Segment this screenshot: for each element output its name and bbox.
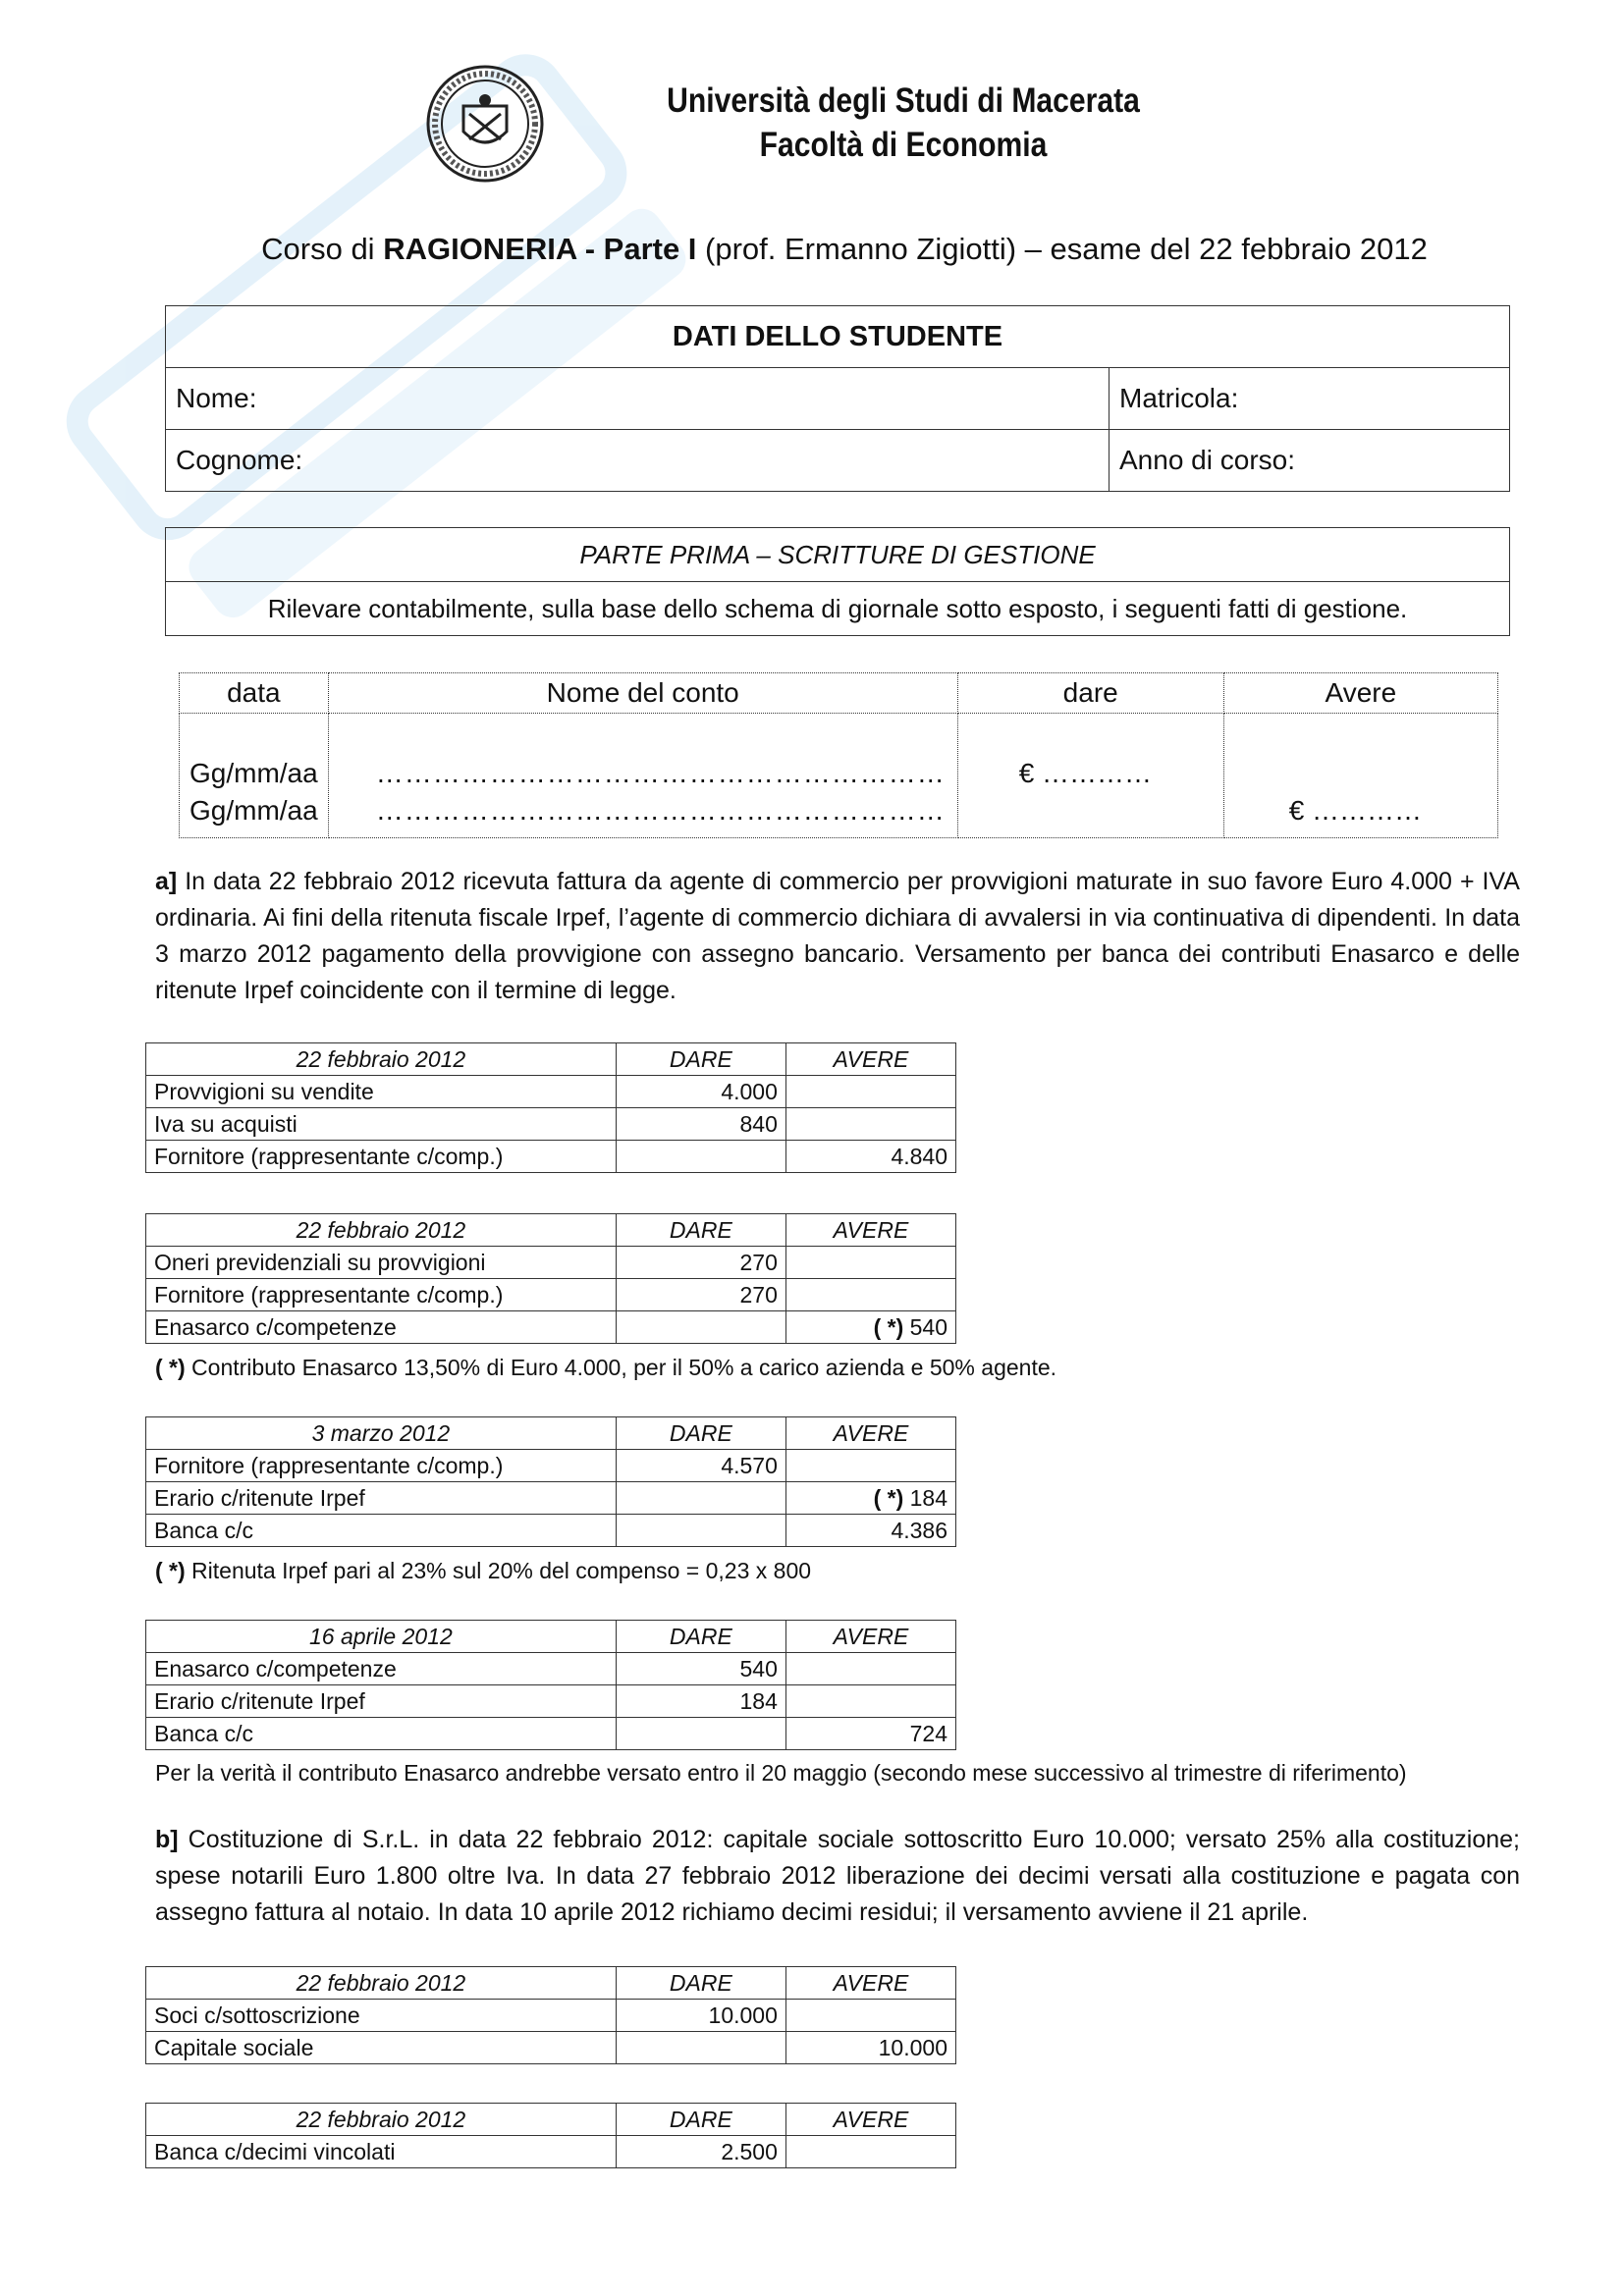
- table-row: [146, 1653, 956, 1685]
- row-dare: [616, 1515, 785, 1547]
- col-dare: DARE: [616, 1967, 785, 2000]
- journal-schema-table: [179, 672, 1498, 838]
- col-avere: AVERE: [785, 1214, 955, 1247]
- table-row: [146, 1685, 956, 1718]
- row-account: Fornitore (rappresentante c/comp.): [146, 1279, 617, 1311]
- row-avere: [785, 1685, 955, 1718]
- row-avere: [785, 2000, 955, 2032]
- col-avere: AVERE: [785, 1417, 955, 1450]
- col-dare: DARE: [616, 1043, 785, 1076]
- row-dare: [616, 1311, 785, 1344]
- footnote-text: Ritenuta Irpef pari al 23% sul 20% del compenso = 0,23 x 800: [185, 1558, 812, 1583]
- row-avere: [785, 1311, 955, 1344]
- surname-field[interactable]: Cognome:: [166, 430, 1110, 492]
- journal-entry-b2: [145, 2103, 956, 2168]
- exercise-a-text: [155, 864, 1520, 1009]
- journal-entry-a1: [145, 1042, 956, 1173]
- row-avere: 724: [785, 1718, 955, 1750]
- row-dare: [616, 2032, 785, 2064]
- schema-dare-value: € …………: [1018, 758, 1153, 788]
- name-field[interactable]: Nome:: [166, 368, 1110, 430]
- row-account: Soci c/sottoscrizione: [146, 2000, 617, 2032]
- table-row: [146, 1076, 956, 1108]
- table-row: [146, 1450, 956, 1482]
- journal-entry-b1: [145, 1966, 956, 2064]
- footnote-a3: [155, 1558, 1530, 1584]
- schema-header-dare: dare: [957, 673, 1223, 714]
- footnote-mark: ( *): [155, 1355, 186, 1380]
- schema-avere-value: € …………: [1288, 795, 1423, 826]
- row-account: Fornitore (rappresentante c/comp.): [146, 1141, 617, 1173]
- entry-date: 22 febbraio 2012: [146, 2104, 617, 2136]
- schema-account-1: ……………………………………………………: [375, 758, 946, 788]
- schema-header-avere: Avere: [1223, 673, 1497, 714]
- row-avere: [785, 2136, 955, 2168]
- table-row: [146, 2000, 956, 2032]
- row-account: Banca c/c: [146, 1718, 617, 1750]
- table-row: [146, 1108, 956, 1141]
- col-avere: AVERE: [785, 1967, 955, 2000]
- parte-prima-instruction: Rilevare contabilmente, sulla base dello schema di giornale sotto esposto, i seguenti fatti di gestione.: [166, 582, 1510, 636]
- col-avere: AVERE: [785, 1621, 955, 1653]
- student-data-title: DATI DELLO STUDENTE: [166, 306, 1510, 368]
- row-avere-value: 184: [903, 1484, 947, 1511]
- footnote-text: Contributo Enasarco 13,50% di Euro 4.000, per il 50% a carico azienda e 50% agente.: [185, 1355, 1057, 1380]
- table-row: [146, 2032, 956, 2064]
- schema-account-2: ……………………………………………………: [375, 795, 946, 826]
- university-seal-icon: [424, 63, 546, 185]
- table-row: [146, 1311, 956, 1344]
- course-suffix: (prof. Ermanno Zigiotti) – esame del 22 febbraio 2012: [696, 232, 1428, 266]
- row-avere: [785, 1076, 955, 1108]
- journal-entry-a3: [145, 1416, 956, 1547]
- row-avere: [785, 1482, 955, 1515]
- row-dare: 270: [616, 1279, 785, 1311]
- exercise-a-body: In data 22 febbraio 2012 ricevuta fattura da agente di commercio per provvigioni maturate in suo favore Euro 4.000 + IVA ordinaria. Ai fini della ritenuta fiscale Irpef, l’agente di commercio dichiara di avvalersi in via continuativa di dipendenti. In data 3 marzo 2012 pagamento della provvigione con assegno bancario. Versamento per banca dei contributi Enasarco e delle ritenute Irpef coincidente con il termine di legge.: [155, 868, 1520, 1004]
- row-avere: 10.000: [785, 2032, 955, 2064]
- row-account: Enasarco c/competenze: [146, 1311, 617, 1344]
- row-avere: [785, 1450, 955, 1482]
- row-dare: [616, 1482, 785, 1515]
- schema-header-data: data: [180, 673, 329, 714]
- row-dare: 2.500: [616, 2136, 785, 2168]
- row-account: Iva su acquisti: [146, 1108, 617, 1141]
- year-field[interactable]: Anno di corso:: [1110, 430, 1510, 492]
- row-account: Fornitore (rappresentante c/comp.): [146, 1450, 617, 1482]
- matricola-field[interactable]: Matricola:: [1110, 368, 1510, 430]
- footnote-mark: ( *): [873, 1313, 904, 1340]
- row-account: Erario c/ritenute Irpef: [146, 1685, 617, 1718]
- course-name: RAGIONERIA - Parte I: [383, 232, 697, 266]
- col-dare: DARE: [616, 2104, 785, 2136]
- parte-prima-box: [165, 527, 1510, 636]
- row-dare: 184: [616, 1685, 785, 1718]
- faculty-name: Facoltà di Economia: [759, 126, 1048, 164]
- journal-entry-a4: [145, 1620, 956, 1750]
- exercise-a-label: a]: [155, 868, 178, 895]
- journal-entry-a2: [145, 1213, 956, 1344]
- footnote-mark: ( *): [155, 1558, 186, 1583]
- row-avere: 4.386: [785, 1515, 955, 1547]
- exercise-b-text: [155, 1822, 1520, 1931]
- row-account: Capitale sociale: [146, 2032, 617, 2064]
- row-account: Erario c/ritenute Irpef: [146, 1482, 617, 1515]
- row-avere: [785, 1653, 955, 1685]
- entry-date: 22 febbraio 2012: [146, 1214, 617, 1247]
- student-data-table: [165, 305, 1510, 492]
- parte-prima-title: PARTE PRIMA – SCRITTURE DI GESTIONE: [166, 528, 1510, 582]
- row-account: Banca c/c: [146, 1515, 617, 1547]
- table-row: [146, 1141, 956, 1173]
- note-a4: Per la verità il contributo Enasarco andrebbe versato entro il 20 maggio (secondo mese successivo al trimestre di riferimento): [155, 1760, 1407, 1786]
- row-account: Provvigioni su vendite: [146, 1076, 617, 1108]
- exercise-b-label: b]: [155, 1826, 179, 1853]
- row-avere: 4.840: [785, 1141, 955, 1173]
- row-dare: 4.570: [616, 1450, 785, 1482]
- row-dare: 540: [616, 1653, 785, 1685]
- university-name: Università degli Studi di Macerata: [667, 81, 1140, 120]
- university-heading: [633, 79, 1173, 167]
- row-dare: [616, 1141, 785, 1173]
- row-account: Banca c/decimi vincolati: [146, 2136, 617, 2168]
- row-avere: [785, 1108, 955, 1141]
- course-prefix: Corso di: [261, 232, 384, 266]
- entry-date: 16 aprile 2012: [146, 1621, 617, 1653]
- col-avere: AVERE: [785, 1043, 955, 1076]
- exercise-b-body: Costituzione di S.r.L. in data 22 febbraio 2012: capitale sociale sottoscritto Euro 10.000; versato 25% alla costituzione; spese notarili Euro 1.800 oltre Iva. In data 27 febbraio 2012 liberazione dei decimi versati alla costituzione e pagata con assegno fattura al notaio. In data 10 aprile 2012 richiamo decimi residui; il versamento avviene il 21 aprile.: [155, 1826, 1520, 1926]
- course-line: [98, 232, 1591, 267]
- row-dare: 270: [616, 1247, 785, 1279]
- table-row: [146, 1247, 956, 1279]
- col-avere: AVERE: [785, 2104, 955, 2136]
- col-dare: DARE: [616, 1621, 785, 1653]
- row-avere-value: 540: [903, 1313, 947, 1340]
- col-dare: DARE: [616, 1417, 785, 1450]
- entry-date: 22 febbraio 2012: [146, 1967, 617, 2000]
- table-row: [146, 1279, 956, 1311]
- schema-date-2: Gg/mm/aa: [189, 795, 318, 826]
- table-row: [146, 1482, 956, 1515]
- table-row: [146, 2136, 956, 2168]
- row-avere: [785, 1279, 955, 1311]
- schema-header-account: Nome del conto: [328, 673, 957, 714]
- entry-date: 22 febbraio 2012: [146, 1043, 617, 1076]
- row-account: Enasarco c/competenze: [146, 1653, 617, 1685]
- schema-date-1: Gg/mm/aa: [189, 758, 318, 788]
- row-dare: [616, 1718, 785, 1750]
- row-dare: 4.000: [616, 1076, 785, 1108]
- row-dare: 840: [616, 1108, 785, 1141]
- footnote-a2: [155, 1355, 1530, 1381]
- entry-date: 3 marzo 2012: [146, 1417, 617, 1450]
- table-row: [146, 1515, 956, 1547]
- row-avere: [785, 1247, 955, 1279]
- footnote-mark: ( *): [873, 1484, 904, 1511]
- table-row: [146, 1718, 956, 1750]
- row-account: Oneri previdenziali su provvigioni: [146, 1247, 617, 1279]
- row-dare: 10.000: [616, 2000, 785, 2032]
- col-dare: DARE: [616, 1214, 785, 1247]
